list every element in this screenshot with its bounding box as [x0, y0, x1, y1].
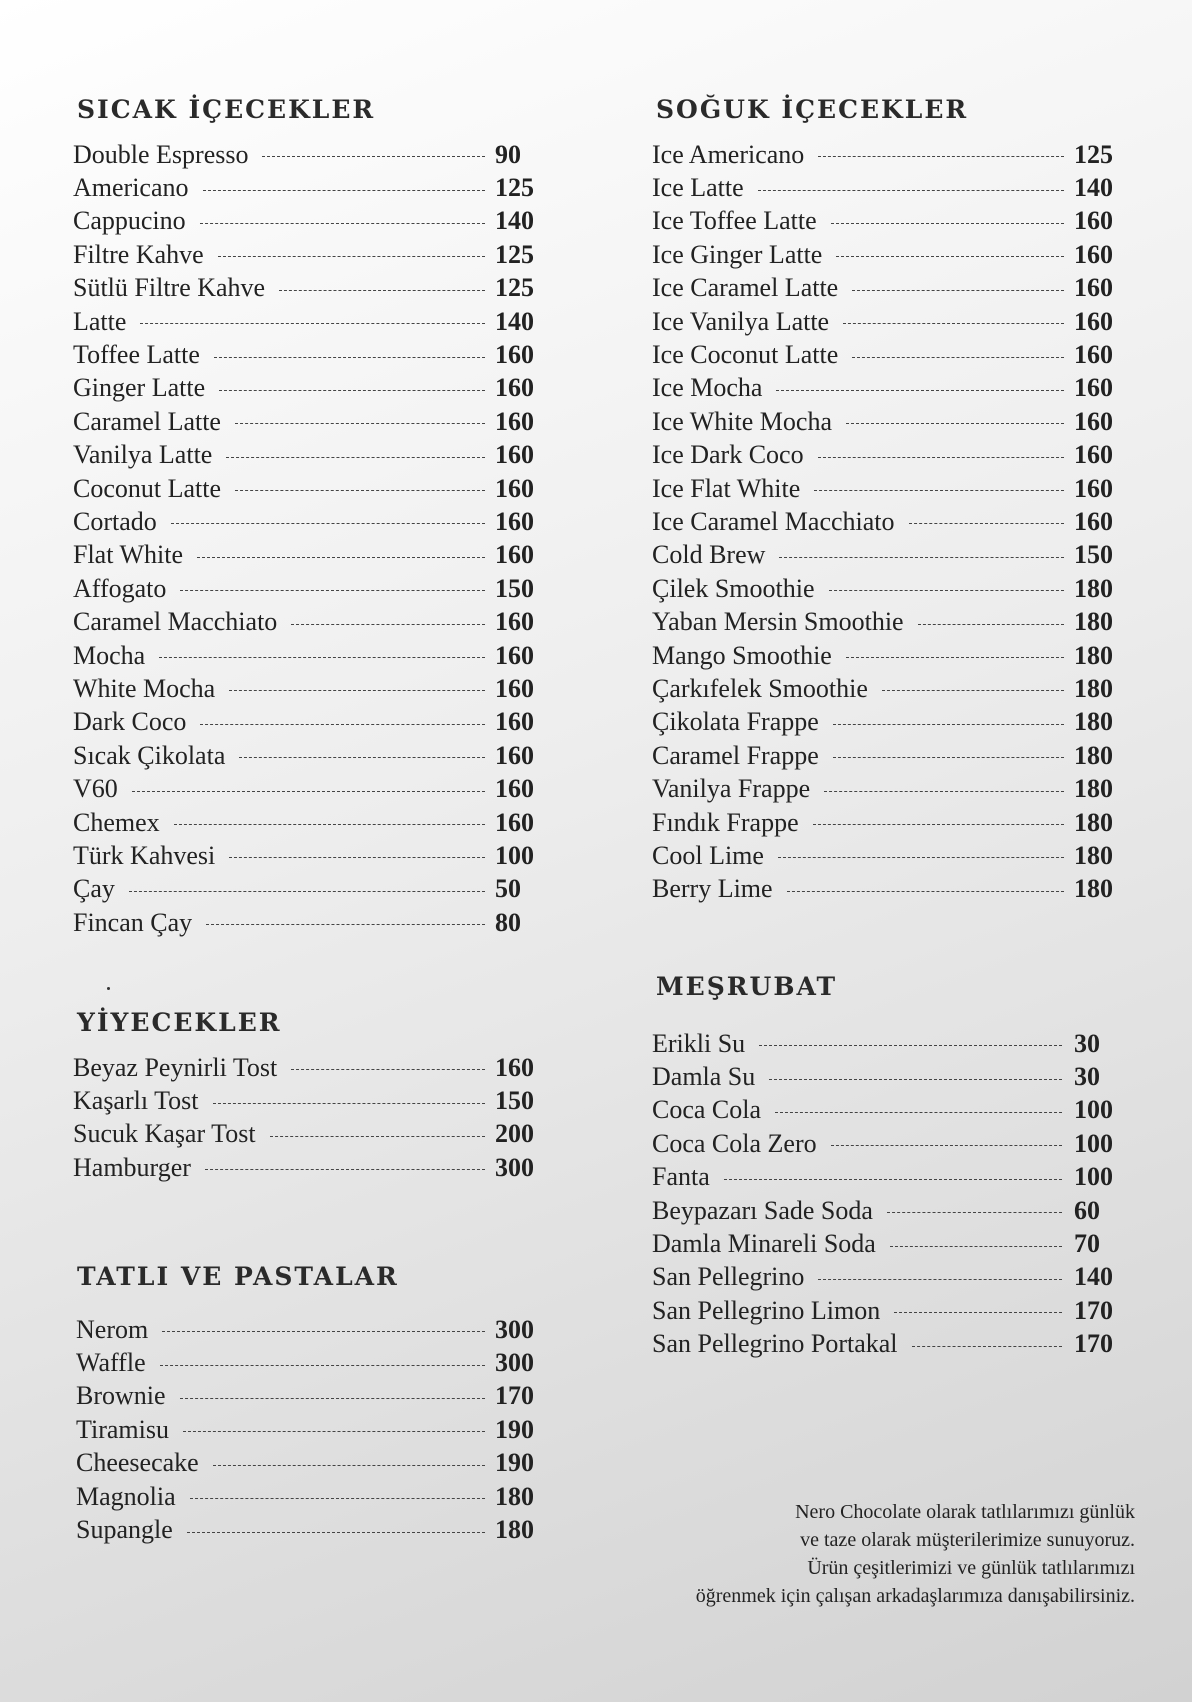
- dotted-leader: [205, 1169, 485, 1170]
- dotted-leader: [160, 1365, 485, 1366]
- dotted-leader: [890, 1246, 1062, 1247]
- menu-item-name: Çikolata Frappe: [652, 707, 819, 737]
- menu-item: [73, 1346, 543, 1379]
- dotted-leader: [229, 857, 485, 858]
- menu-item: [73, 605, 543, 638]
- menu-item-name: Toffee Latte: [73, 340, 200, 370]
- menu-item-name: Ice Latte: [652, 173, 744, 203]
- menu-item: [73, 405, 543, 438]
- menu-item: [73, 906, 543, 939]
- menu-item: [73, 205, 543, 238]
- menu-item: [652, 1094, 1122, 1127]
- menu-item: [73, 439, 543, 472]
- menu-item-name: Fincan Çay: [73, 907, 193, 937]
- dotted-leader: [180, 1398, 485, 1399]
- menu-item: [652, 539, 1122, 572]
- section-sicak-icecekler: [73, 95, 543, 939]
- menu-item-name: Cheesecake: [76, 1448, 199, 1478]
- menu-item-price: 190: [495, 1414, 534, 1444]
- menu-item: [652, 1194, 1122, 1227]
- menu-item-price: 300: [495, 1348, 534, 1378]
- dotted-leader: [262, 156, 485, 157]
- footer-line: Ürün çeşitlerimizi ve günlük tatlılarımızı: [807, 1557, 1135, 1579]
- menu-item-price: 160: [495, 406, 534, 436]
- menu-item: [652, 1127, 1122, 1160]
- menu-item: [73, 739, 543, 772]
- menu-item-name: Ice Ginger Latte: [652, 239, 823, 269]
- dotted-leader: [813, 824, 1064, 825]
- menu-item: [73, 1380, 543, 1413]
- menu-item-name: Ice Mocha: [652, 373, 763, 403]
- section-title: YİYECEKLER: [77, 1008, 282, 1037]
- menu-item-name: Supangle: [76, 1515, 173, 1545]
- menu-item-name: Caramel Macchiato: [73, 607, 278, 637]
- menu-item-price: 180: [1074, 673, 1113, 703]
- section-title: SICAK İÇECEKLER: [77, 95, 376, 124]
- dotted-leader: [197, 557, 485, 558]
- dotted-leader: [129, 891, 485, 892]
- menu-item-price: 180: [1074, 573, 1113, 603]
- dotted-leader: [291, 1069, 485, 1070]
- dotted-leader: [229, 690, 485, 691]
- menu-item-price: 125: [495, 239, 534, 269]
- menu-item-name: Beypazarı Sade Soda: [652, 1195, 873, 1225]
- menu-item-price: 100: [1074, 1162, 1113, 1192]
- menu-item-name: Cortado: [73, 506, 157, 536]
- dotted-leader: [140, 323, 485, 324]
- menu-item-price: 150: [1074, 540, 1113, 570]
- menu-item-price: 160: [495, 373, 534, 403]
- menu-item-price: 180: [495, 1515, 534, 1545]
- menu-item: [652, 205, 1122, 238]
- menu-item-price: 50: [495, 874, 521, 904]
- menu-item: [652, 305, 1122, 338]
- menu-item-name: Ice Caramel Latte: [652, 273, 839, 303]
- menu-item: [73, 639, 543, 672]
- menu-item: [73, 1413, 543, 1446]
- menu-item-price: 170: [1074, 1295, 1113, 1325]
- dotted-leader: [818, 156, 1064, 157]
- menu-item-price: 160: [1074, 506, 1113, 536]
- menu-item: [652, 706, 1122, 739]
- menu-item-name: Waffle: [76, 1348, 146, 1378]
- dotted-leader: [174, 824, 485, 825]
- menu-item-price: 180: [1074, 707, 1113, 737]
- menu-item-price: 160: [495, 540, 534, 570]
- menu-item: [73, 305, 543, 338]
- menu-item-price: 170: [495, 1381, 534, 1411]
- menu-item-name: Ice Caramel Macchiato: [652, 506, 895, 536]
- menu-item-price: 180: [1074, 807, 1113, 837]
- menu-item-price: 150: [495, 1086, 534, 1116]
- menu-item-name: Flat White: [73, 540, 184, 570]
- menu-item: [73, 572, 543, 605]
- menu-item-name: Mango Smoothie: [652, 640, 832, 670]
- menu-list: [652, 1027, 1122, 1361]
- dotted-leader: [778, 857, 1064, 858]
- menu-item-price: 160: [495, 807, 534, 837]
- menu-item-name: Vanilya Frappe: [652, 774, 811, 804]
- dotted-leader: [162, 1331, 485, 1332]
- menu-item-name: V60: [73, 774, 118, 804]
- menu-item-name: Cool Lime: [652, 840, 764, 870]
- menu-item: [652, 1161, 1122, 1194]
- dotted-leader: [213, 1465, 485, 1466]
- menu-item-price: 160: [1074, 273, 1113, 303]
- dotted-leader: [235, 423, 485, 424]
- dotted-leader: [775, 1112, 1062, 1113]
- dotted-leader: [776, 390, 1064, 391]
- menu-item: [652, 405, 1122, 438]
- dotted-leader: [270, 1136, 485, 1137]
- dotted-leader: [213, 1103, 485, 1104]
- menu-item-name: Erikli Su: [652, 1028, 746, 1058]
- menu-item-name: Ice Vanilya Latte: [652, 306, 830, 336]
- menu-item: [652, 372, 1122, 405]
- menu-item: [652, 1027, 1122, 1060]
- dotted-leader: [836, 256, 1064, 257]
- section-yiyecekler: [73, 1008, 543, 1185]
- menu-item-price: 30: [1074, 1062, 1100, 1092]
- menu-list: [73, 138, 543, 939]
- menu-item-price: 150: [495, 573, 534, 603]
- menu-item: [73, 539, 543, 572]
- menu-item-price: 100: [1074, 1128, 1113, 1158]
- menu-item-name: Brownie: [76, 1381, 166, 1411]
- menu-item-name: Türk Kahvesi: [73, 840, 216, 870]
- menu-list: [73, 1313, 543, 1547]
- menu-item-price: 125: [495, 273, 534, 303]
- menu-item-name: Ice Toffee Latte: [652, 206, 817, 236]
- menu-item-name: Chemex: [73, 807, 160, 837]
- menu-item: [652, 1060, 1122, 1093]
- menu-item-name: Damla Minareli Soda: [652, 1229, 876, 1259]
- menu-item-price: 160: [495, 340, 534, 370]
- menu-item: [652, 672, 1122, 705]
- menu-item-price: 160: [1074, 406, 1113, 436]
- menu-item-name: Ice Flat White: [652, 473, 801, 503]
- menu-item-name: San Pellegrino: [652, 1262, 805, 1292]
- menu-item-name: Fanta: [652, 1162, 710, 1192]
- menu-item: [652, 272, 1122, 305]
- menu-item: [652, 739, 1122, 772]
- menu-item: [73, 1084, 543, 1117]
- dotted-leader: [831, 1145, 1062, 1146]
- menu-item-name: Latte: [73, 306, 127, 336]
- dotted-leader: [833, 724, 1064, 725]
- menu-item: [73, 505, 543, 538]
- menu-item: [73, 706, 543, 739]
- menu-item: [73, 672, 543, 705]
- dotted-leader: [787, 891, 1064, 892]
- menu-item-name: Sütlü Filtre Kahve: [73, 273, 266, 303]
- menu-item-price: 100: [495, 840, 534, 870]
- menu-list: [73, 1051, 543, 1185]
- menu-item-name: Çilek Smoothie: [652, 573, 815, 603]
- menu-item-name: Fındık Frappe: [652, 807, 799, 837]
- menu-item-name: Coca Cola: [652, 1095, 762, 1125]
- menu-item-price: 160: [495, 1052, 534, 1082]
- menu-item-name: Double Espresso: [73, 139, 249, 169]
- menu-item-price: 160: [1074, 306, 1113, 336]
- menu-item-price: 160: [495, 640, 534, 670]
- dotted-leader: [758, 190, 1064, 191]
- menu-item: [652, 472, 1122, 505]
- menu-item-price: 160: [495, 740, 534, 770]
- menu-item-price: 300: [495, 1314, 534, 1344]
- dotted-leader: [132, 791, 485, 792]
- section-mesrubat: [652, 972, 1122, 1361]
- menu-item: [73, 238, 543, 271]
- dotted-leader: [833, 757, 1064, 758]
- dotted-leader: [180, 590, 485, 591]
- footer-line: ve taze olarak müşterilerimize sunuyoruz.: [800, 1529, 1135, 1551]
- dotted-leader: [887, 1212, 1062, 1213]
- dotted-leader: [769, 1079, 1062, 1080]
- dotted-leader: [200, 223, 485, 224]
- menu-item-price: 60: [1074, 1195, 1100, 1225]
- menu-item-price: 70: [1074, 1229, 1100, 1259]
- menu-item-price: 140: [1074, 173, 1113, 203]
- dotted-leader: [183, 1431, 485, 1432]
- menu-item-price: 140: [495, 206, 534, 236]
- menu-item: [652, 171, 1122, 204]
- menu-item-price: 160: [495, 440, 534, 470]
- menu-item: [652, 1227, 1122, 1260]
- dotted-leader: [843, 323, 1064, 324]
- menu-item-price: 160: [495, 506, 534, 536]
- menu-item-price: 160: [495, 673, 534, 703]
- dotted-leader: [831, 223, 1064, 224]
- section-tatli-ve-pastalar: [73, 1262, 543, 1547]
- dotted-leader: [219, 390, 485, 391]
- menu-item: [652, 605, 1122, 638]
- dotted-leader: [829, 590, 1065, 591]
- menu-item: [73, 372, 543, 405]
- menu-item: [73, 1480, 543, 1513]
- menu-item-price: 180: [1074, 840, 1113, 870]
- dotted-leader: [894, 1312, 1062, 1313]
- menu-item-name: Coca Cola Zero: [652, 1128, 817, 1158]
- menu-item-price: 300: [495, 1152, 534, 1182]
- menu-item-price: 125: [495, 173, 534, 203]
- menu-item-price: 140: [1074, 1262, 1113, 1292]
- menu-item-price: 180: [495, 1481, 534, 1511]
- menu-item: [652, 1261, 1122, 1294]
- section-soguk-icecekler: [652, 95, 1122, 906]
- menu-item-name: Caramel Frappe: [652, 740, 819, 770]
- menu-item: [652, 238, 1122, 271]
- menu-item-name: Yaban Mersin Smoothie: [652, 607, 904, 637]
- menu-item-price: 190: [495, 1448, 534, 1478]
- dotted-leader: [846, 423, 1064, 424]
- menu-item: [652, 572, 1122, 605]
- menu-item-price: 30: [1074, 1028, 1100, 1058]
- menu-item-price: 180: [1074, 874, 1113, 904]
- menu-item-name: Affogato: [73, 573, 167, 603]
- menu-item-name: Hamburger: [73, 1152, 191, 1182]
- menu-item: [652, 772, 1122, 805]
- dotted-leader: [203, 190, 485, 191]
- menu-item-name: Ice Dark Coco: [652, 440, 804, 470]
- dotted-leader: [824, 791, 1064, 792]
- dotted-leader: [171, 523, 485, 524]
- menu-item-name: Ice Coconut Latte: [652, 340, 839, 370]
- section-title: TATLI VE PASTALAR: [77, 1262, 399, 1291]
- menu-item: [73, 1051, 543, 1084]
- menu-item: [652, 1328, 1122, 1361]
- menu-item-price: 160: [1074, 239, 1113, 269]
- menu-item: [73, 171, 543, 204]
- menu-item-name: Cappucino: [73, 206, 186, 236]
- menu-item-name: Beyaz Peynirli Tost: [73, 1052, 278, 1082]
- menu-item-price: 180: [1074, 607, 1113, 637]
- menu-item-price: 90: [495, 139, 521, 169]
- menu-item-name: Nerom: [76, 1314, 149, 1344]
- menu-item: [652, 873, 1122, 906]
- menu-item-name: Coconut Latte: [73, 473, 222, 503]
- dotted-leader: [846, 657, 1064, 658]
- menu-item-price: 170: [1074, 1329, 1113, 1359]
- menu-item-price: 200: [495, 1119, 534, 1149]
- footer-line: öğrenmek için çalışan arkadaşlarımıza danışabilirsiniz.: [695, 1585, 1135, 1607]
- menu-item-price: 160: [1074, 440, 1113, 470]
- menu-item-price: 160: [1074, 473, 1113, 503]
- menu-item-name: San Pellegrino Portakal: [652, 1329, 898, 1359]
- dotted-leader: [852, 290, 1064, 291]
- menu-item-name: Vanilya Latte: [73, 440, 213, 470]
- dotted-leader: [159, 657, 485, 658]
- menu-item-price: 160: [495, 607, 534, 637]
- menu-item: [73, 1447, 543, 1480]
- menu-item: [652, 505, 1122, 538]
- dotted-leader: [759, 1045, 1062, 1046]
- footer-note: [615, 1498, 1135, 1610]
- dotted-leader: [226, 457, 485, 458]
- menu-item-name: Cold Brew: [652, 540, 766, 570]
- menu-item-price: 125: [1074, 139, 1113, 169]
- menu-item: [73, 873, 543, 906]
- menu-item-name: Berry Lime: [652, 874, 773, 904]
- menu-item: [652, 439, 1122, 472]
- dotted-leader: [818, 457, 1064, 458]
- decorative-dot: [107, 987, 110, 990]
- menu-item-name: Americano: [73, 173, 189, 203]
- dotted-leader: [814, 490, 1064, 491]
- menu-item-name: Tiramisu: [76, 1414, 169, 1444]
- dotted-leader: [279, 290, 485, 291]
- menu-item: [73, 472, 543, 505]
- section-title: MEŞRUBAT: [656, 972, 838, 1001]
- dotted-leader: [206, 924, 485, 925]
- dotted-leader: [291, 624, 485, 625]
- menu-item-name: Mocha: [73, 640, 146, 670]
- menu-item-price: 180: [1074, 640, 1113, 670]
- menu-item-price: 180: [1074, 740, 1113, 770]
- menu-item-name: Çarkıfelek Smoothie: [652, 673, 868, 703]
- menu-item-price: 160: [495, 707, 534, 737]
- menu-item-name: Sıcak Çikolata: [73, 740, 226, 770]
- menu-item-name: Çay: [73, 874, 115, 904]
- dotted-leader: [912, 1346, 1062, 1347]
- menu-item: [73, 272, 543, 305]
- menu-item-price: 160: [1074, 206, 1113, 236]
- dotted-leader: [200, 724, 485, 725]
- menu-item: [73, 1313, 543, 1346]
- menu-item: [652, 338, 1122, 371]
- menu-item-price: 180: [1074, 774, 1113, 804]
- menu-item-name: Filtre Kahve: [73, 239, 204, 269]
- dotted-leader: [918, 624, 1064, 625]
- dotted-leader: [187, 1532, 485, 1533]
- menu-item-name: White Mocha: [73, 673, 216, 703]
- menu-item-price: 160: [495, 473, 534, 503]
- menu-item-name: Damla Su: [652, 1062, 756, 1092]
- footer-line: Nero Chocolate olarak tatlılarımızı günlük: [795, 1501, 1135, 1523]
- menu-item-name: Caramel Latte: [73, 406, 221, 436]
- menu-item: [73, 138, 543, 171]
- menu-item: [73, 806, 543, 839]
- dotted-leader: [235, 490, 485, 491]
- menu-item-name: Ginger Latte: [73, 373, 206, 403]
- section-title: SOĞUK İÇECEKLER: [656, 95, 969, 124]
- menu-item-price: 160: [1074, 340, 1113, 370]
- dotted-leader: [909, 523, 1064, 524]
- menu-item-price: 140: [495, 306, 534, 336]
- dotted-leader: [218, 256, 485, 257]
- dotted-leader: [882, 690, 1064, 691]
- menu-item-name: Sucuk Kaşar Tost: [73, 1119, 256, 1149]
- menu-item: [652, 138, 1122, 171]
- menu-item-name: Ice White Mocha: [652, 406, 832, 436]
- menu-item: [652, 1294, 1122, 1327]
- menu-item-name: Dark Coco: [73, 707, 187, 737]
- dotted-leader: [239, 757, 485, 758]
- menu-item: [73, 772, 543, 805]
- menu-item: [73, 839, 543, 872]
- menu-item-name: Magnolia: [76, 1481, 176, 1511]
- dotted-leader: [724, 1179, 1062, 1180]
- menu-item: [652, 839, 1122, 872]
- menu-item-name: Ice Americano: [652, 139, 805, 169]
- menu-list: [652, 138, 1122, 906]
- dotted-leader: [818, 1279, 1062, 1280]
- menu-item-name: San Pellegrino Limon: [652, 1295, 881, 1325]
- menu-item-price: 100: [1074, 1095, 1113, 1125]
- menu-item: [73, 1513, 543, 1546]
- menu-item: [73, 1118, 543, 1151]
- menu-item-price: 160: [1074, 373, 1113, 403]
- dotted-leader: [214, 357, 485, 358]
- menu-item-name: Kaşarlı Tost: [73, 1086, 199, 1116]
- dotted-leader: [779, 557, 1064, 558]
- menu-item: [652, 806, 1122, 839]
- menu-item-price: 160: [495, 774, 534, 804]
- menu-item-price: 80: [495, 907, 521, 937]
- menu-item: [652, 639, 1122, 672]
- dotted-leader: [190, 1498, 485, 1499]
- dotted-leader: [852, 357, 1064, 358]
- menu-item: [73, 1151, 543, 1184]
- menu-item: [73, 338, 543, 371]
